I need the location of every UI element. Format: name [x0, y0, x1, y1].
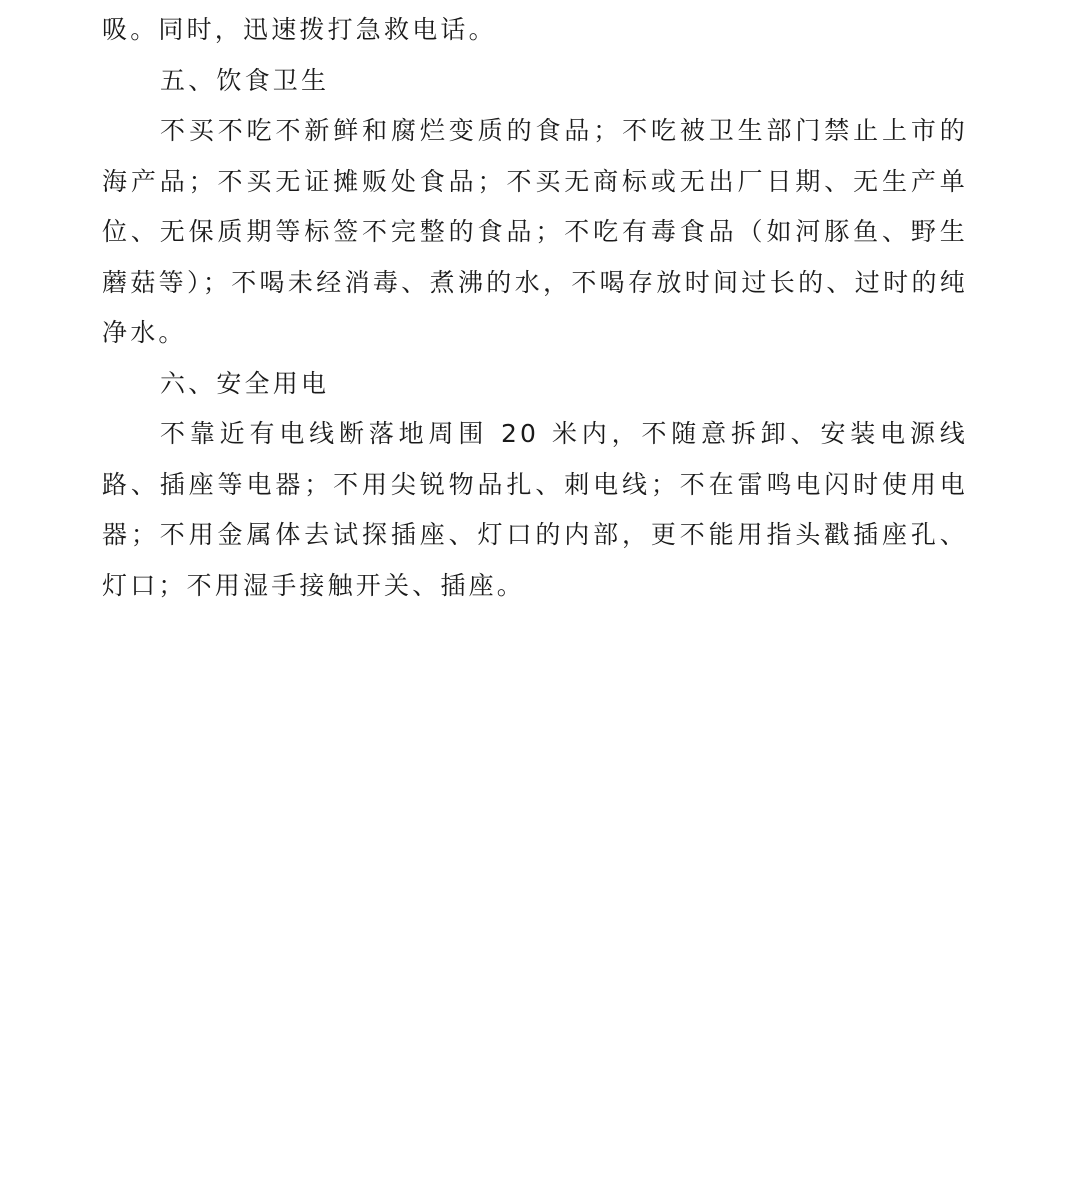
section-heading-diet-hygiene: 五、饮食卫生 [160, 65, 330, 95]
section-heading-electrical-safety: 六、安全用电 [160, 368, 330, 398]
document-body [102, 5, 968, 611]
paragraph-electrical-safety: 不靠近有电线断落地周围 20 米内，不随意拆卸、安装电源线路、插座等电器；不用尖锐物品扎、刺电线；不在雷鸣电闪时使用电器；不用金属体去试探插座、灯口的内部，更不能用指头戳插座孔、灯口；不用湿手接触开关、插座。 [102, 419, 968, 600]
paragraph-diet-hygiene: 不买不吃不新鲜和腐烂变质的食品；不吃被卫生部门禁止上市的海产品；不买无证摊贩处食品；不买无商标或无出厂日期、无生产单位、无保质期等标签不完整的食品；不吃有毒食品（如河豚鱼、野生蘑菇等）；不喝未经消毒、煮沸的水，不喝存放时间过长的、过时的纯净水。 [102, 116, 968, 347]
paragraph-continuation: 吸。同时，迅速拨打急救电话。 [102, 15, 497, 44]
